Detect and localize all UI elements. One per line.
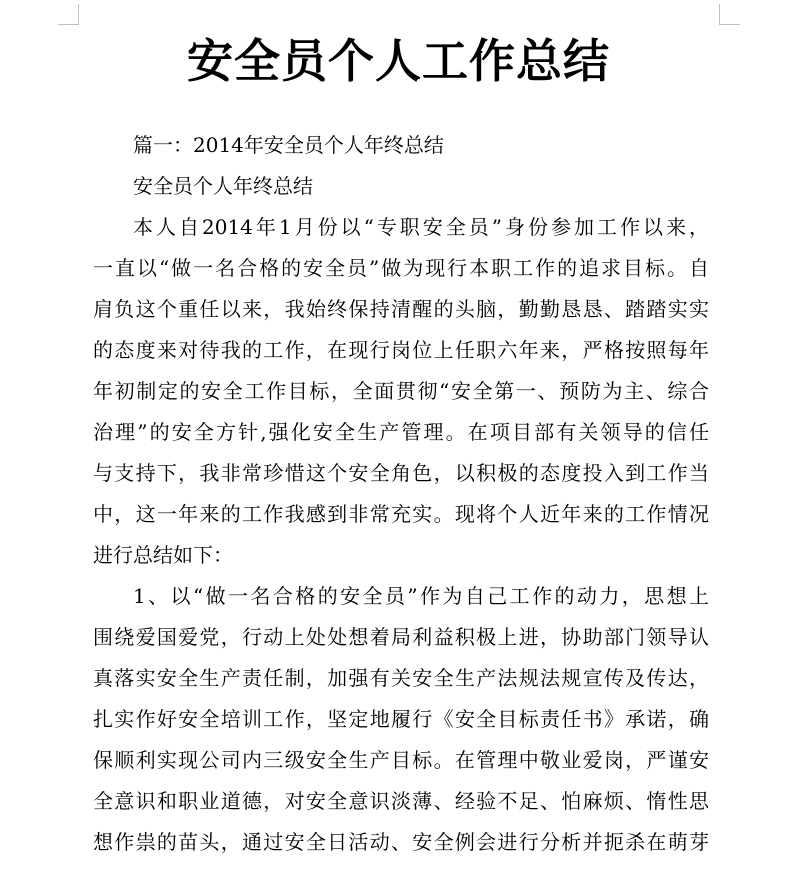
- crop-mark-top-right: [719, 4, 740, 25]
- document-body: [93, 125, 709, 863]
- crop-mark-top-left: [58, 4, 79, 25]
- body-line: 想作祟的苗头，通过安全日活动、安全例会进行分析并扼杀在萌芽: [93, 830, 709, 854]
- body-line: 围绕爱国爱党，行动上处处想着局利益积极上进，协助部门领导认: [93, 625, 709, 649]
- body-line: 扎实作好安全培训工作，坚定地履行《安全目标责任书》承诺，确: [93, 707, 709, 731]
- body-line: 篇一：2014年安全员个人年终总结: [133, 133, 444, 157]
- body-line: 与支持下，我非常珍惜这个安全角色，以积极的态度投入到工作当: [93, 461, 709, 485]
- body-line: 一直以“做一名合格的安全员”做为现行本职工作的追求目标。自: [93, 256, 709, 280]
- body-line: 治理”的安全方针,强化安全生产管理。在项目部有关领导的信任: [93, 420, 709, 444]
- body-line: 中，这一年来的工作我感到非常充实。现将个人近年来的工作情况: [93, 502, 709, 526]
- document-title: 安全员个人工作总结: [187, 34, 610, 88]
- body-line: 安全员个人年终总结: [133, 174, 313, 198]
- body-line: 进行总结如下：: [93, 543, 233, 567]
- body-line: 1、以“做一名合格的安全员”作为自己工作的动力，思想上: [133, 584, 709, 608]
- body-line: 全意识和职业道德，对安全意识淡薄、经验不足、怕麻烦、惰性思: [93, 789, 709, 813]
- body-line: 肩负这个重任以来，我始终保持清醒的头脑，勤勤恳恳、踏踏实实: [93, 297, 709, 321]
- body-line: 的态度来对待我的工作，在现行岗位上任职六年来，严格按照每年: [93, 338, 709, 362]
- body-line: 本人自2014年1月份以“专职安全员”身份参加工作以来，: [133, 215, 709, 239]
- body-line: 保顺利实现公司内三级安全生产目标。在管理中敬业爱岗，严谨安: [93, 748, 709, 772]
- body-line: 年初制定的安全工作目标，全面贯彻“安全第一、预防为主、综合: [93, 379, 709, 403]
- body-line: 真落实安全生产责任制，加强有关安全生产法规法规宣传及传达，: [93, 666, 709, 690]
